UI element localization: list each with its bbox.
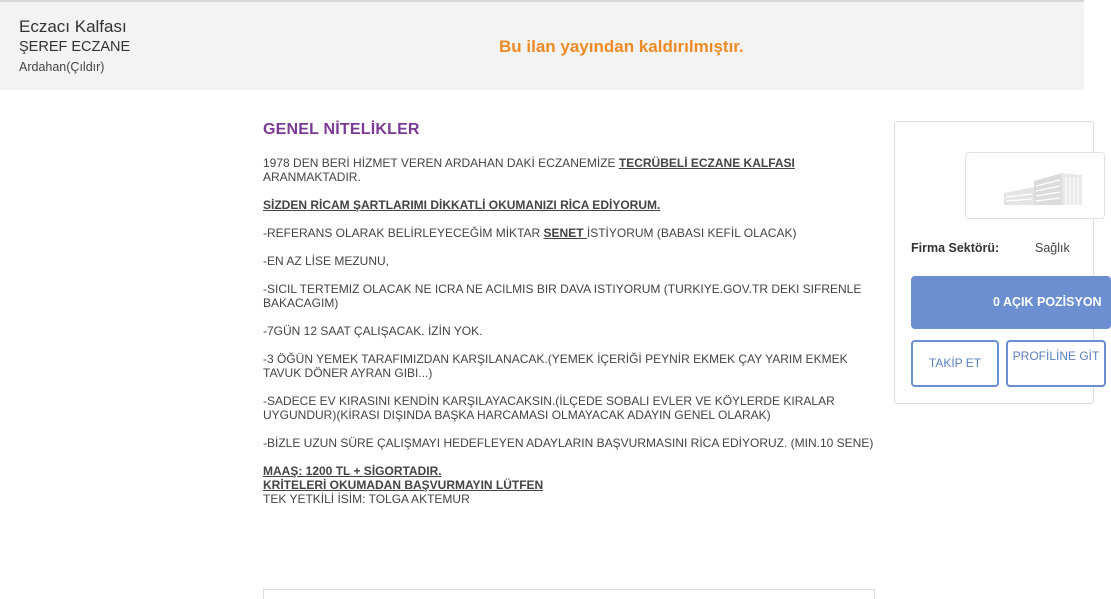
salary-line: MAAŞ: 1200 TL + SİGORTADIR. bbox=[263, 464, 442, 478]
section-heading: GENEL NİTELİKLER bbox=[263, 121, 420, 138]
next-section-card bbox=[263, 589, 875, 599]
intro-paragraph bbox=[263, 156, 875, 184]
job-title: Eczacı Kalfası bbox=[19, 17, 127, 36]
job-location: Ardahan(Çıldır) bbox=[19, 60, 105, 74]
contact-line: TEK YETKİLİ İSİM: TOLGA AKTEMUR bbox=[263, 492, 470, 506]
description-body bbox=[263, 156, 875, 506]
requirement-item: -BİZLE UZUN SÜRE ÇALIŞMAYI HEDEFLEYEN ADAYLARIN BAŞVURMASINI RİCA EDİYORUZ. (MIN.10 SENE) bbox=[263, 436, 874, 450]
listing-removed-notice: Bu ilan yayından kaldırılmıştır. bbox=[499, 37, 744, 56]
sector-label: Firma Sektörü: bbox=[911, 241, 1000, 255]
reference-prefix: -REFERANS OLARAK BELİRLEYECEĞİM MİKTAR bbox=[263, 226, 544, 240]
requirement-item: -EN AZ LİSE MEZUNU, bbox=[263, 254, 390, 268]
reference-paragraph bbox=[263, 226, 875, 240]
requirement-item: -7GÜN 12 SAAT ÇALIŞACAK. İZİN YOK. bbox=[263, 324, 483, 338]
requirement-item: -3 ÖĞÜN YEMEK TARAFIMIZDAN KARŞILANACAK.(YEMEK İÇERİĞİ PEYNİR EKMEK ÇAY YARIM EKMEK TAVUK DÖNER AYRAN GIBI...) bbox=[263, 352, 848, 380]
go-to-profile-button[interactable]: PROFİLİNE GİT bbox=[1006, 340, 1106, 387]
job-header bbox=[0, 2, 1084, 90]
reference-highlight: SENET bbox=[543, 226, 587, 240]
reference-suffix: İSTİYORUM (BABASI KEFİL OLACAK) bbox=[586, 226, 797, 240]
company-logo[interactable] bbox=[965, 152, 1105, 219]
salary-block bbox=[263, 464, 875, 506]
requirement-item: -SICIL TERTEMIZ OLACAK NE ICRA NE ACILMIS BIR DAVA ISTIYORUM (TURKIYE.GOV.TR DEKI SIFRENLE BAKACAGIM) bbox=[263, 282, 862, 310]
job-description bbox=[263, 121, 875, 506]
request-line: SİZDEN RİCAM ŞARTLARIMI DİKKATLİ OKUMANIZI RİCA EDİYORUM. bbox=[263, 198, 661, 212]
requirement-item: -SADECE EV KIRASINI KENDİN KARŞILAYACAKSIN.(İLÇEDE SOBALI EVLER VE KÖYLERDE KIRALAR UYGUNDUR)(KİRASI DIŞINDA BAŞKA HARCAMASI OLMAYACAK ADAYIN GENEL OLARAK) bbox=[263, 394, 835, 422]
company-name[interactable]: ŞEREF ECZANE bbox=[19, 39, 131, 55]
follow-button[interactable]: TAKİP ET bbox=[911, 340, 999, 387]
intro-highlight: TECRÜBELİ ECZANE KALFASI bbox=[618, 156, 795, 170]
request-paragraph bbox=[263, 198, 875, 212]
company-card bbox=[894, 121, 1102, 404]
open-positions-button[interactable]: 0 AÇIK POZİSYON bbox=[911, 276, 1111, 329]
intro-suffix: ARANMAKTADIR. bbox=[263, 170, 361, 184]
intro-prefix: 1978 DEN BERİ HİZMET VEREN ARDAHAN DAKİ ECZANEMİZE bbox=[263, 156, 619, 170]
building-icon bbox=[1004, 171, 1086, 205]
sector-value: Sağlık bbox=[1035, 241, 1070, 255]
criteria-warning: KRİTELERİ OKUMADAN BAŞVURMAYIN LÜTFEN bbox=[263, 478, 544, 492]
